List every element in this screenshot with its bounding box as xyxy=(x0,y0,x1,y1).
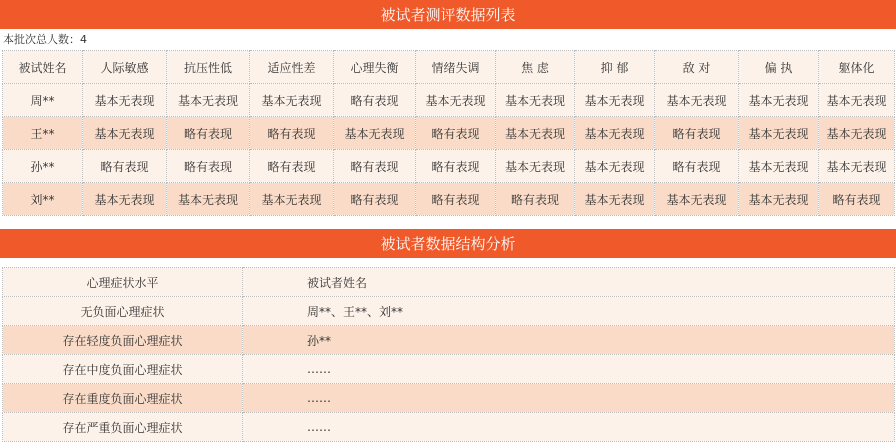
table-row xyxy=(3,84,895,117)
column-header: 偏 执 xyxy=(739,51,819,84)
symptom-level-cell: 无负面心理症状 xyxy=(3,297,243,326)
symptom-level-cell: 存在重度负面心理症状 xyxy=(3,384,243,413)
table-cell: 基本无表现 xyxy=(739,84,819,117)
column-header: 被试姓名 xyxy=(3,51,83,84)
table-row xyxy=(3,326,895,355)
column-header: 被试者姓名 xyxy=(243,268,895,297)
column-header: 焦 虑 xyxy=(496,51,575,84)
table-row xyxy=(3,384,895,413)
table-cell: 基本无表现 xyxy=(496,117,575,150)
table-cell: 略有表现 xyxy=(334,84,416,117)
table-cell: 基本无表现 xyxy=(83,183,167,216)
table-cell: 基本无表现 xyxy=(575,150,655,183)
symptom-level-cell: 存在轻度负面心理症状 xyxy=(3,326,243,355)
table-cell: 基本无表现 xyxy=(167,183,250,216)
table-cell: 略有表现 xyxy=(167,117,250,150)
subject-name-cell: 周** xyxy=(3,84,83,117)
table-cell: 略有表现 xyxy=(819,183,895,216)
table-cell: 基本无表现 xyxy=(167,84,250,117)
evaluation-table xyxy=(2,50,895,216)
column-header: 敌 对 xyxy=(655,51,739,84)
symptom-level-cell: 存在中度负面心理症状 xyxy=(3,355,243,384)
table-header-row xyxy=(3,51,895,84)
table-cell: 基本无表现 xyxy=(739,150,819,183)
table-cell: 略有表现 xyxy=(334,183,416,216)
subject-names-cell: 周**、王**、刘** xyxy=(243,297,895,326)
table-row xyxy=(3,355,895,384)
subject-name-cell: 王** xyxy=(3,117,83,150)
evaluation-list-title: 被试者测评数据列表 xyxy=(380,6,516,24)
table-header-row xyxy=(3,268,895,297)
column-header: 人际敏感 xyxy=(83,51,167,84)
table-cell: 基本无表现 xyxy=(739,117,819,150)
table-cell: 基本无表现 xyxy=(250,183,334,216)
table-cell: 略有表现 xyxy=(416,117,496,150)
table-cell: 基本无表现 xyxy=(819,84,895,117)
table-cell: 略有表现 xyxy=(250,150,334,183)
table-cell: 基本无表现 xyxy=(575,84,655,117)
table-cell: 略有表现 xyxy=(496,183,575,216)
table-cell: 基本无表现 xyxy=(496,150,575,183)
subject-name-cell: 孙** xyxy=(3,150,83,183)
table-cell: 基本无表现 xyxy=(496,84,575,117)
subject-names-cell: 孙** xyxy=(243,326,895,355)
column-header: 适应性差 xyxy=(250,51,334,84)
structure-analysis-title-bar xyxy=(0,229,896,258)
evaluation-list-title-bar xyxy=(0,0,896,29)
column-header: 情绪失调 xyxy=(416,51,496,84)
table-cell: 基本无表现 xyxy=(819,150,895,183)
table-row xyxy=(3,150,895,183)
table-cell: 略有表现 xyxy=(83,150,167,183)
table-cell: 略有表现 xyxy=(655,117,739,150)
table-cell: 基本无表现 xyxy=(655,183,739,216)
table-row xyxy=(3,183,895,216)
table-cell: 基本无表现 xyxy=(739,183,819,216)
table-cell: 略有表现 xyxy=(416,183,496,216)
subject-names-cell: …… xyxy=(243,413,895,442)
table-cell: 基本无表现 xyxy=(250,84,334,117)
table-cell: 略有表现 xyxy=(655,150,739,183)
table-cell: 基本无表现 xyxy=(575,117,655,150)
table-cell: 略有表现 xyxy=(250,117,334,150)
table-cell: 基本无表现 xyxy=(83,117,167,150)
table-cell: 基本无表现 xyxy=(416,84,496,117)
table-row xyxy=(3,297,895,326)
subject-name-cell: 刘** xyxy=(3,183,83,216)
structure-analysis-table xyxy=(2,267,895,442)
table-cell: 略有表现 xyxy=(334,150,416,183)
table-cell: 基本无表现 xyxy=(575,183,655,216)
table-cell: 基本无表现 xyxy=(83,84,167,117)
table-cell: 基本无表现 xyxy=(655,84,739,117)
batch-count-text: 本批次总人数：4 xyxy=(3,33,87,46)
table-row xyxy=(3,117,895,150)
structure-analysis-title: 被试者数据结构分析 xyxy=(380,235,516,253)
column-header: 抗压性低 xyxy=(167,51,250,84)
column-header: 躯体化 xyxy=(819,51,895,84)
table-cell: 略有表现 xyxy=(167,150,250,183)
table-row xyxy=(3,413,895,442)
table-cell: 基本无表现 xyxy=(819,117,895,150)
subject-names-cell: …… xyxy=(243,384,895,413)
table-cell: 略有表现 xyxy=(416,150,496,183)
column-header: 抑 郁 xyxy=(575,51,655,84)
subject-names-cell: …… xyxy=(243,355,895,384)
symptom-level-cell: 存在严重负面心理症状 xyxy=(3,413,243,442)
table-cell: 基本无表现 xyxy=(334,117,416,150)
column-header: 心理失衡 xyxy=(334,51,416,84)
column-header: 心理症状水平 xyxy=(3,268,243,297)
